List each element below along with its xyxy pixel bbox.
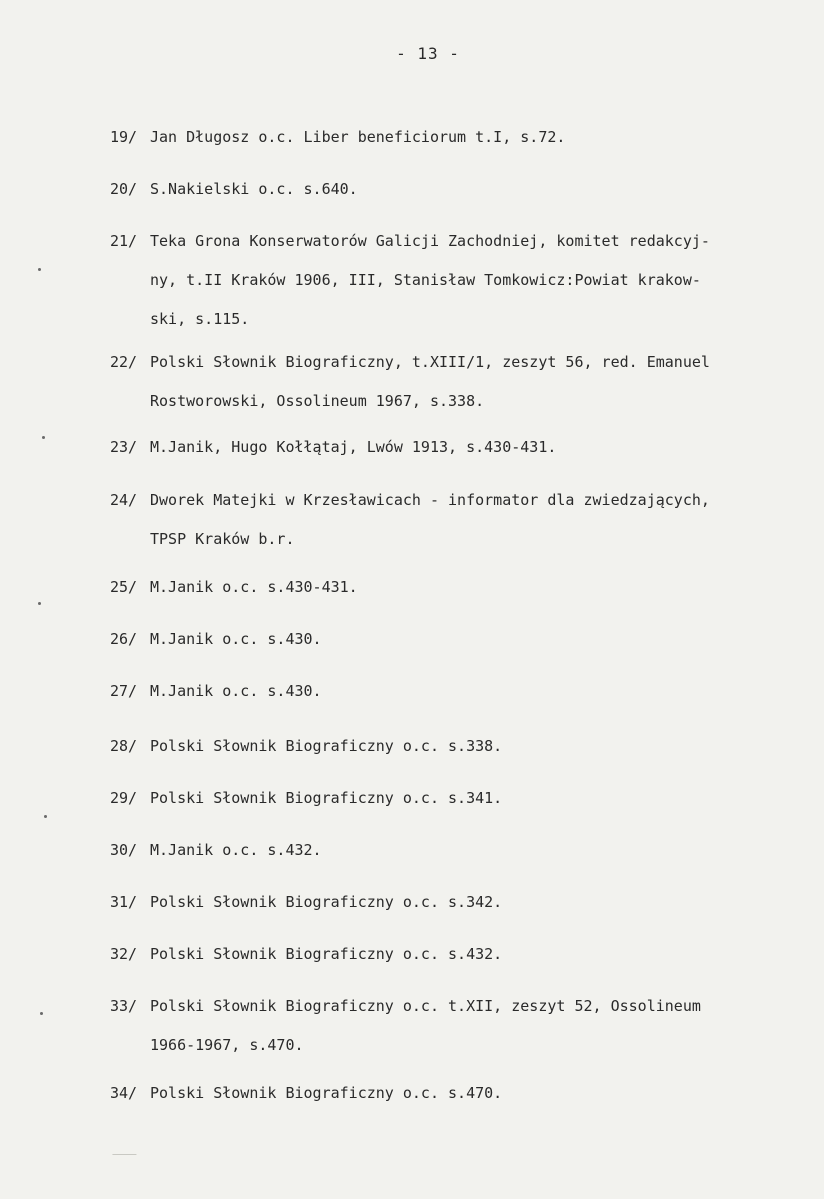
footnote-continuation: ski, s.115. xyxy=(150,310,250,328)
footnote-entry xyxy=(110,987,800,1065)
footnote-number: 33/ xyxy=(110,997,138,1015)
footnote-number: 27/ xyxy=(110,682,138,700)
footnote-entry xyxy=(110,672,800,711)
footnote-text: M.Janik, Hugo Kołłątaj, Lwów 1913, s.430-431. xyxy=(150,438,557,456)
footnote-entry xyxy=(110,222,800,339)
page-number: - 13 - xyxy=(396,44,460,63)
footnote-text: M.Janik o.c. s.430-431. xyxy=(150,578,358,596)
footnote-number: 25/ xyxy=(110,578,138,596)
footnote-entry xyxy=(110,568,800,607)
footnote-continuation: ny, t.II Kraków 1906, III, Stanisław Tomkowicz:Powiat krakow- xyxy=(150,271,701,289)
footnote-text: Jan Długosz o.c. Liber beneficiorum t.I, s.72. xyxy=(150,128,566,146)
footnote-entry xyxy=(110,118,800,157)
footnote-text: Polski Słownik Biograficzny o.c. s.338. xyxy=(150,737,503,755)
footnote-text: S.Nakielski o.c. s.640. xyxy=(150,180,358,198)
footnote-entry xyxy=(110,935,800,974)
footnote-text: Polski Słownik Biograficzny o.c. s.470. xyxy=(150,1084,503,1102)
footnote-number: 32/ xyxy=(110,945,138,963)
footnote-entry xyxy=(110,779,800,818)
footnote-entry xyxy=(110,727,800,766)
footnote-text: M.Janik o.c. s.430. xyxy=(150,682,322,700)
footnote-entry xyxy=(110,428,800,467)
footnote-text: Dworek Matejki w Krzesławicach - informator dla zwiedzających, xyxy=(150,491,710,509)
footnote-number: 28/ xyxy=(110,737,138,755)
footnote-number: 22/ xyxy=(110,353,138,371)
footnote-entry xyxy=(110,1074,800,1113)
footnote-continuation: 1966-1967, s.470. xyxy=(150,1036,304,1054)
paper-speck xyxy=(44,815,47,818)
footnote-number: 21/ xyxy=(110,232,138,250)
footnote-entry xyxy=(110,481,800,559)
footnote-number: 19/ xyxy=(110,128,138,146)
footnote-number: 24/ xyxy=(110,491,138,509)
footnote-text: Polski Słownik Biograficzny o.c. s.432. xyxy=(150,945,503,963)
footnote-number: 34/ xyxy=(110,1084,138,1102)
footnote-text: Polski Słownik Biograficzny, t.XIII/1, zeszyt 56, red. Emanuel xyxy=(150,353,710,371)
footnote-text: Polski Słownik Biograficzny o.c. t.XII, zeszyt 52, Ossolineum xyxy=(150,997,701,1015)
footnote-text: M.Janik o.c. s.432. xyxy=(150,841,322,859)
footnote-number: 26/ xyxy=(110,630,138,648)
footnote-text: Polski Słownik Biograficzny o.c. s.342. xyxy=(150,893,503,911)
paper-speck xyxy=(38,602,41,605)
footnote-number: 31/ xyxy=(110,893,138,911)
footnote-number: 23/ xyxy=(110,438,138,456)
footnote-number: 20/ xyxy=(110,180,138,198)
footnote-entry xyxy=(110,620,800,659)
footnote-entry xyxy=(110,883,800,922)
footnote-number: 29/ xyxy=(110,789,138,807)
footnote-text: M.Janik o.c. s.430. xyxy=(150,630,322,648)
paper-speck xyxy=(38,268,41,271)
footnote-text: Polski Słownik Biograficzny o.c. s.341. xyxy=(150,789,503,807)
footnote-number: 30/ xyxy=(110,841,138,859)
paper-speck xyxy=(42,436,45,439)
footnote-entry xyxy=(110,170,800,209)
paper-speck xyxy=(40,1012,43,1015)
footnote-continuation: TPSP Kraków b.r. xyxy=(150,530,295,548)
footnote-continuation: Rostworowski, Ossolineum 1967, s.338. xyxy=(150,392,485,410)
footnote-entry xyxy=(110,831,800,870)
footnote-text: Teka Grona Konserwatorów Galicji Zachodniej, komitet redakcyj- xyxy=(150,232,710,250)
footnote-entry xyxy=(110,343,800,421)
